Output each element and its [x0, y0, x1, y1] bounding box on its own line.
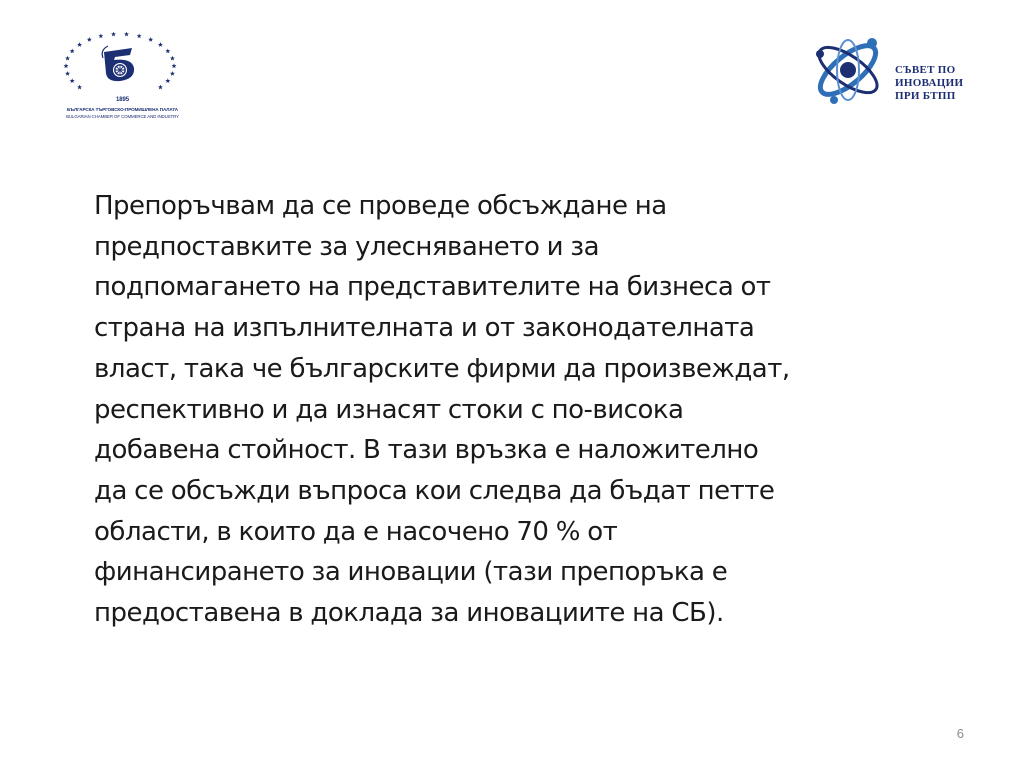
star-icon [165, 78, 170, 83]
innovation-council-logo [808, 28, 988, 110]
body-paragraph: Препоръчвам да се проведе обсъждане на предпоставките за улесняването и за подпомагането на представителите на бизнеса от страна на изпълнителната и от законодателната власт, така че българските фирми да произвеждат, респективно и да изнасят стоки с по-висока добавена стойност. В тази връзка е наложително да се обсъжди въпроса кои следва да бъдат петте области, в които да е насочено 70 % от финансирането за иновации (тази препоръка е предоставена в доклада за иновациите на СБ). [94, 191, 790, 629]
star-icon [70, 49, 75, 54]
star-icon [70, 78, 75, 83]
star-icon [111, 32, 116, 37]
star-icon [137, 33, 142, 38]
chamber-emblem-icon [60, 28, 185, 98]
star-icon [158, 85, 163, 90]
atom-icon [808, 28, 898, 110]
chamber-logo [60, 28, 185, 126]
chamber-name-bg: БЪЛГАРСКА ТЪРГОВСКО-ПРОМИШЛЕНА ПАЛАТА [67, 107, 178, 112]
star-icon [165, 49, 170, 54]
star-icon [124, 32, 129, 37]
chamber-name-en: BULGARIAN CHAMBER OF COMMERCE AND INDUSTRY [66, 114, 179, 119]
star-icon [65, 56, 70, 61]
star-icon [170, 56, 175, 61]
star-icon [65, 71, 70, 76]
page-number: 6 [956, 726, 964, 741]
star-icon [64, 63, 69, 68]
star-icon [77, 42, 82, 47]
star-icon [148, 37, 153, 42]
council-name-line1: СЪВЕТ ПО [895, 64, 956, 76]
star-icon [170, 71, 175, 76]
council-name-line2: ИНОВАЦИИ [895, 77, 964, 89]
star-icon [77, 85, 82, 90]
star-icon [158, 42, 163, 47]
star-icon [87, 37, 92, 42]
council-name-line3: ПРИ БТПП [895, 90, 956, 102]
star-icon [172, 63, 177, 68]
council-name [895, 64, 963, 103]
star-icon [98, 33, 103, 38]
chamber-founding-year: 1895 [116, 97, 129, 103]
